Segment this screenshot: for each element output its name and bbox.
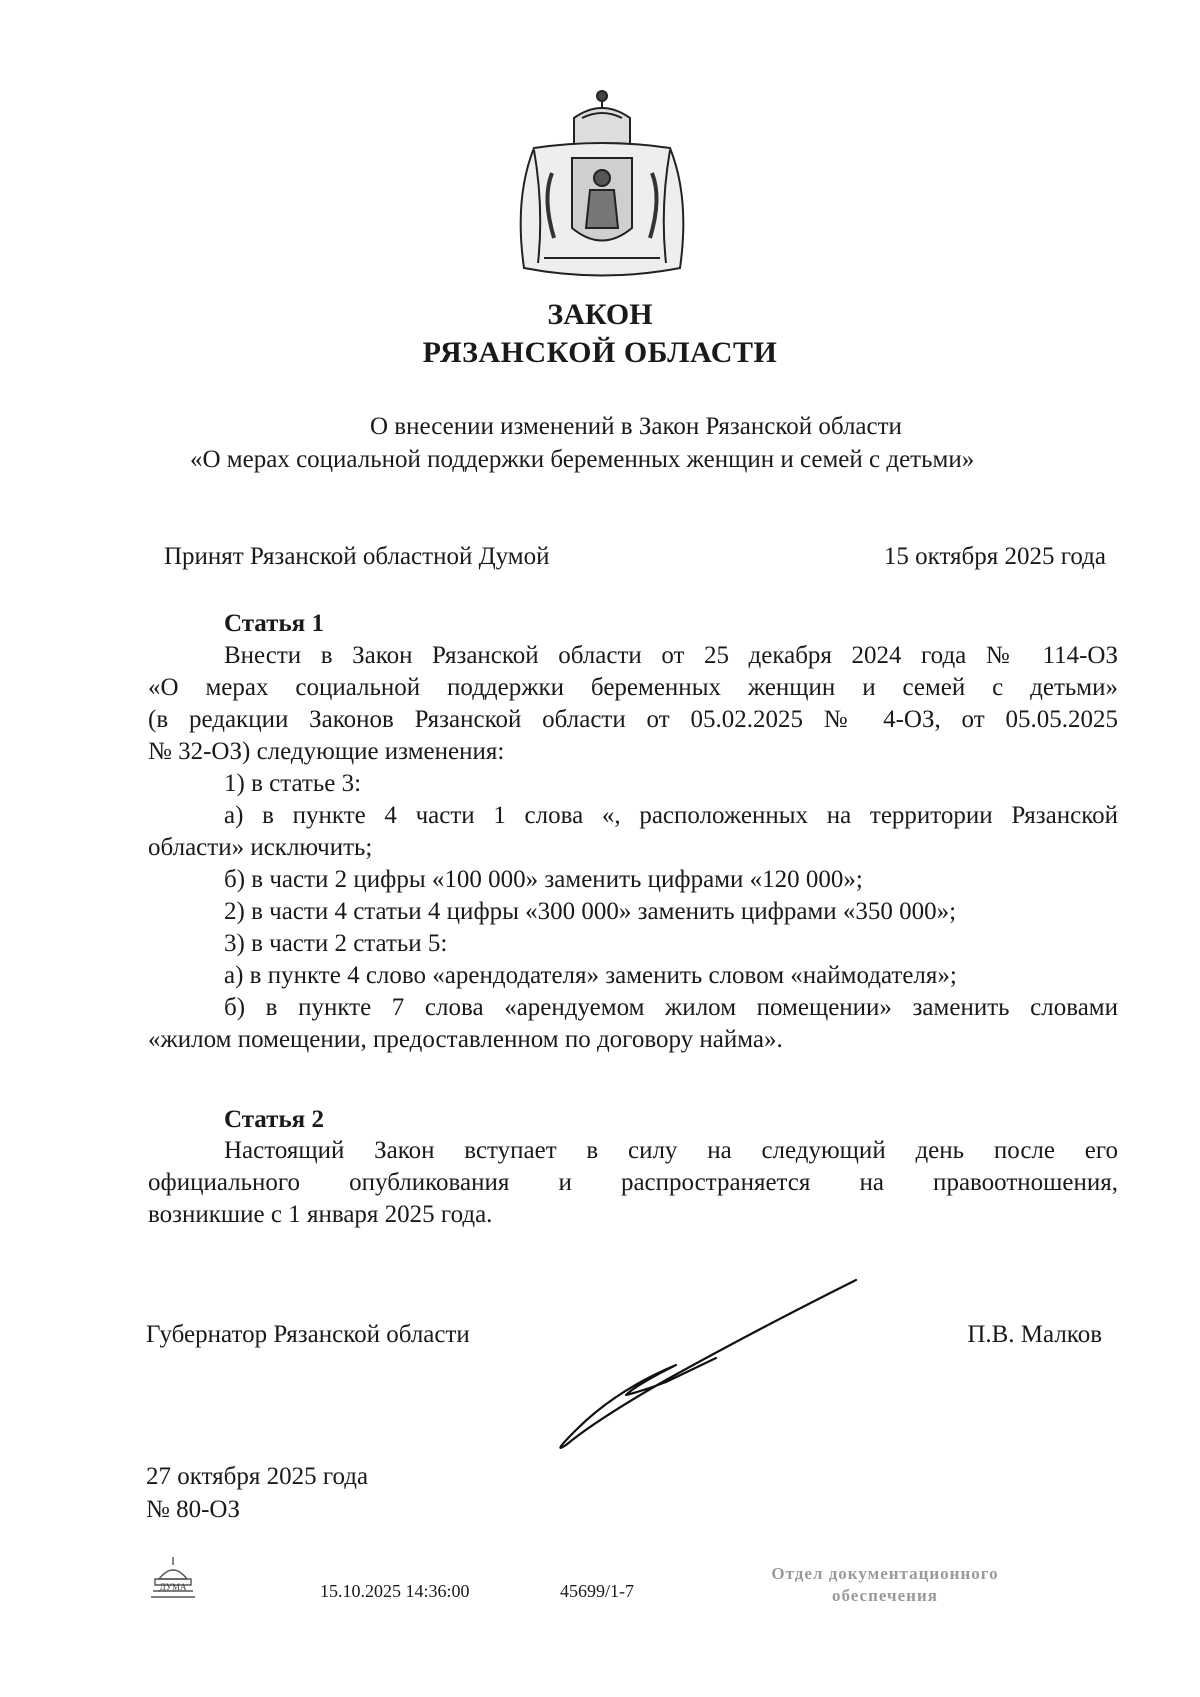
article-1-line: 1) в статье 3: xyxy=(224,770,362,797)
signatory-position: Губернатор Рязанской области xyxy=(146,1321,470,1348)
handwritten-signature xyxy=(556,1270,876,1450)
footer-timestamp: 15.10.2025 14:36:00 xyxy=(320,1581,470,1601)
article-1-line: а) в пункте 4 части 1 слова «, расположенных на территории Рязанской xyxy=(224,802,1118,829)
article-1-line: области» исключить; xyxy=(148,834,373,861)
article-1-line: 3) в части 2 статьи 5: xyxy=(224,930,448,957)
coat-of-arms-emblem xyxy=(504,78,700,292)
adopted-date: 15 октября 2025 года xyxy=(883,543,1106,570)
department-stamp xyxy=(740,1563,1030,1607)
article-1-line: б) в пункте 7 слова «арендуемом жилом помещении» заменить словами xyxy=(224,994,1118,1021)
article-2-line: Настоящий Закон вступает в силу на следующий день после его xyxy=(224,1137,1118,1164)
signatory-name: П.В. Малков xyxy=(967,1321,1102,1348)
article-2-body xyxy=(148,1135,1118,1235)
duma-logo-icon xyxy=(147,1553,199,1603)
stamp-line-1: Отдел документационного xyxy=(771,1564,999,1583)
article-2-line: официального опубликования и распространяется на правоотношения, xyxy=(148,1169,1118,1196)
article-1-line: а) в пункте 4 слово «арендодателя» заменить словом «наймодателя»; xyxy=(224,962,957,989)
article-2-line: возникшие с 1 января 2025 года. xyxy=(148,1201,493,1228)
article-1-line: (в редакции Законов Рязанской области от 05.02.2025 № 4-ОЗ, от 05.05.2025 xyxy=(148,706,1118,733)
document-region: РЯЗАНСКОЙ ОБЛАСТИ xyxy=(422,336,778,369)
article-1-line: «жилом помещении, предоставленном по договору найма». xyxy=(148,1026,783,1053)
adopted-by: Принят Рязанской областной Думой xyxy=(164,543,550,570)
subtitle-line-1: О внесении изменений в Закон Рязанской области xyxy=(370,413,902,440)
footer-reg-number: 45699/1-7 xyxy=(560,1581,634,1601)
law-number: № 80-ОЗ xyxy=(146,1496,241,1523)
article-1-heading: Статья 1 xyxy=(224,610,324,637)
article-1-body xyxy=(148,640,1118,1060)
article-2-heading: Статья 2 xyxy=(224,1106,324,1133)
article-1-line: 2) в части 4 статьи 4 цифры «300 000» заменить цифрами «350 000»; xyxy=(224,898,957,925)
article-1-line: б) в части 2 цифры «100 000» заменить цифрами «120 000»; xyxy=(224,866,863,893)
issue-date: 27 октября 2025 года xyxy=(146,1463,369,1490)
article-1-line: № 32-ОЗ) следующие изменения: xyxy=(148,738,505,765)
stamp-line-2: обеспечения xyxy=(832,1586,938,1605)
article-1-line: Внести в Закон Рязанской области от 25 декабря 2024 года № 114-ОЗ xyxy=(224,642,1118,669)
subtitle-line-2: «О мерах социальной поддержки беременных женщин и семей с детьми» xyxy=(190,446,975,473)
svg-text:ДУМА: ДУМА xyxy=(159,1582,187,1592)
document-title: ЗАКОН xyxy=(547,298,653,331)
article-1-line: «О мерах социальной поддержки беременных женщин и семей с детьми» xyxy=(148,674,1118,701)
